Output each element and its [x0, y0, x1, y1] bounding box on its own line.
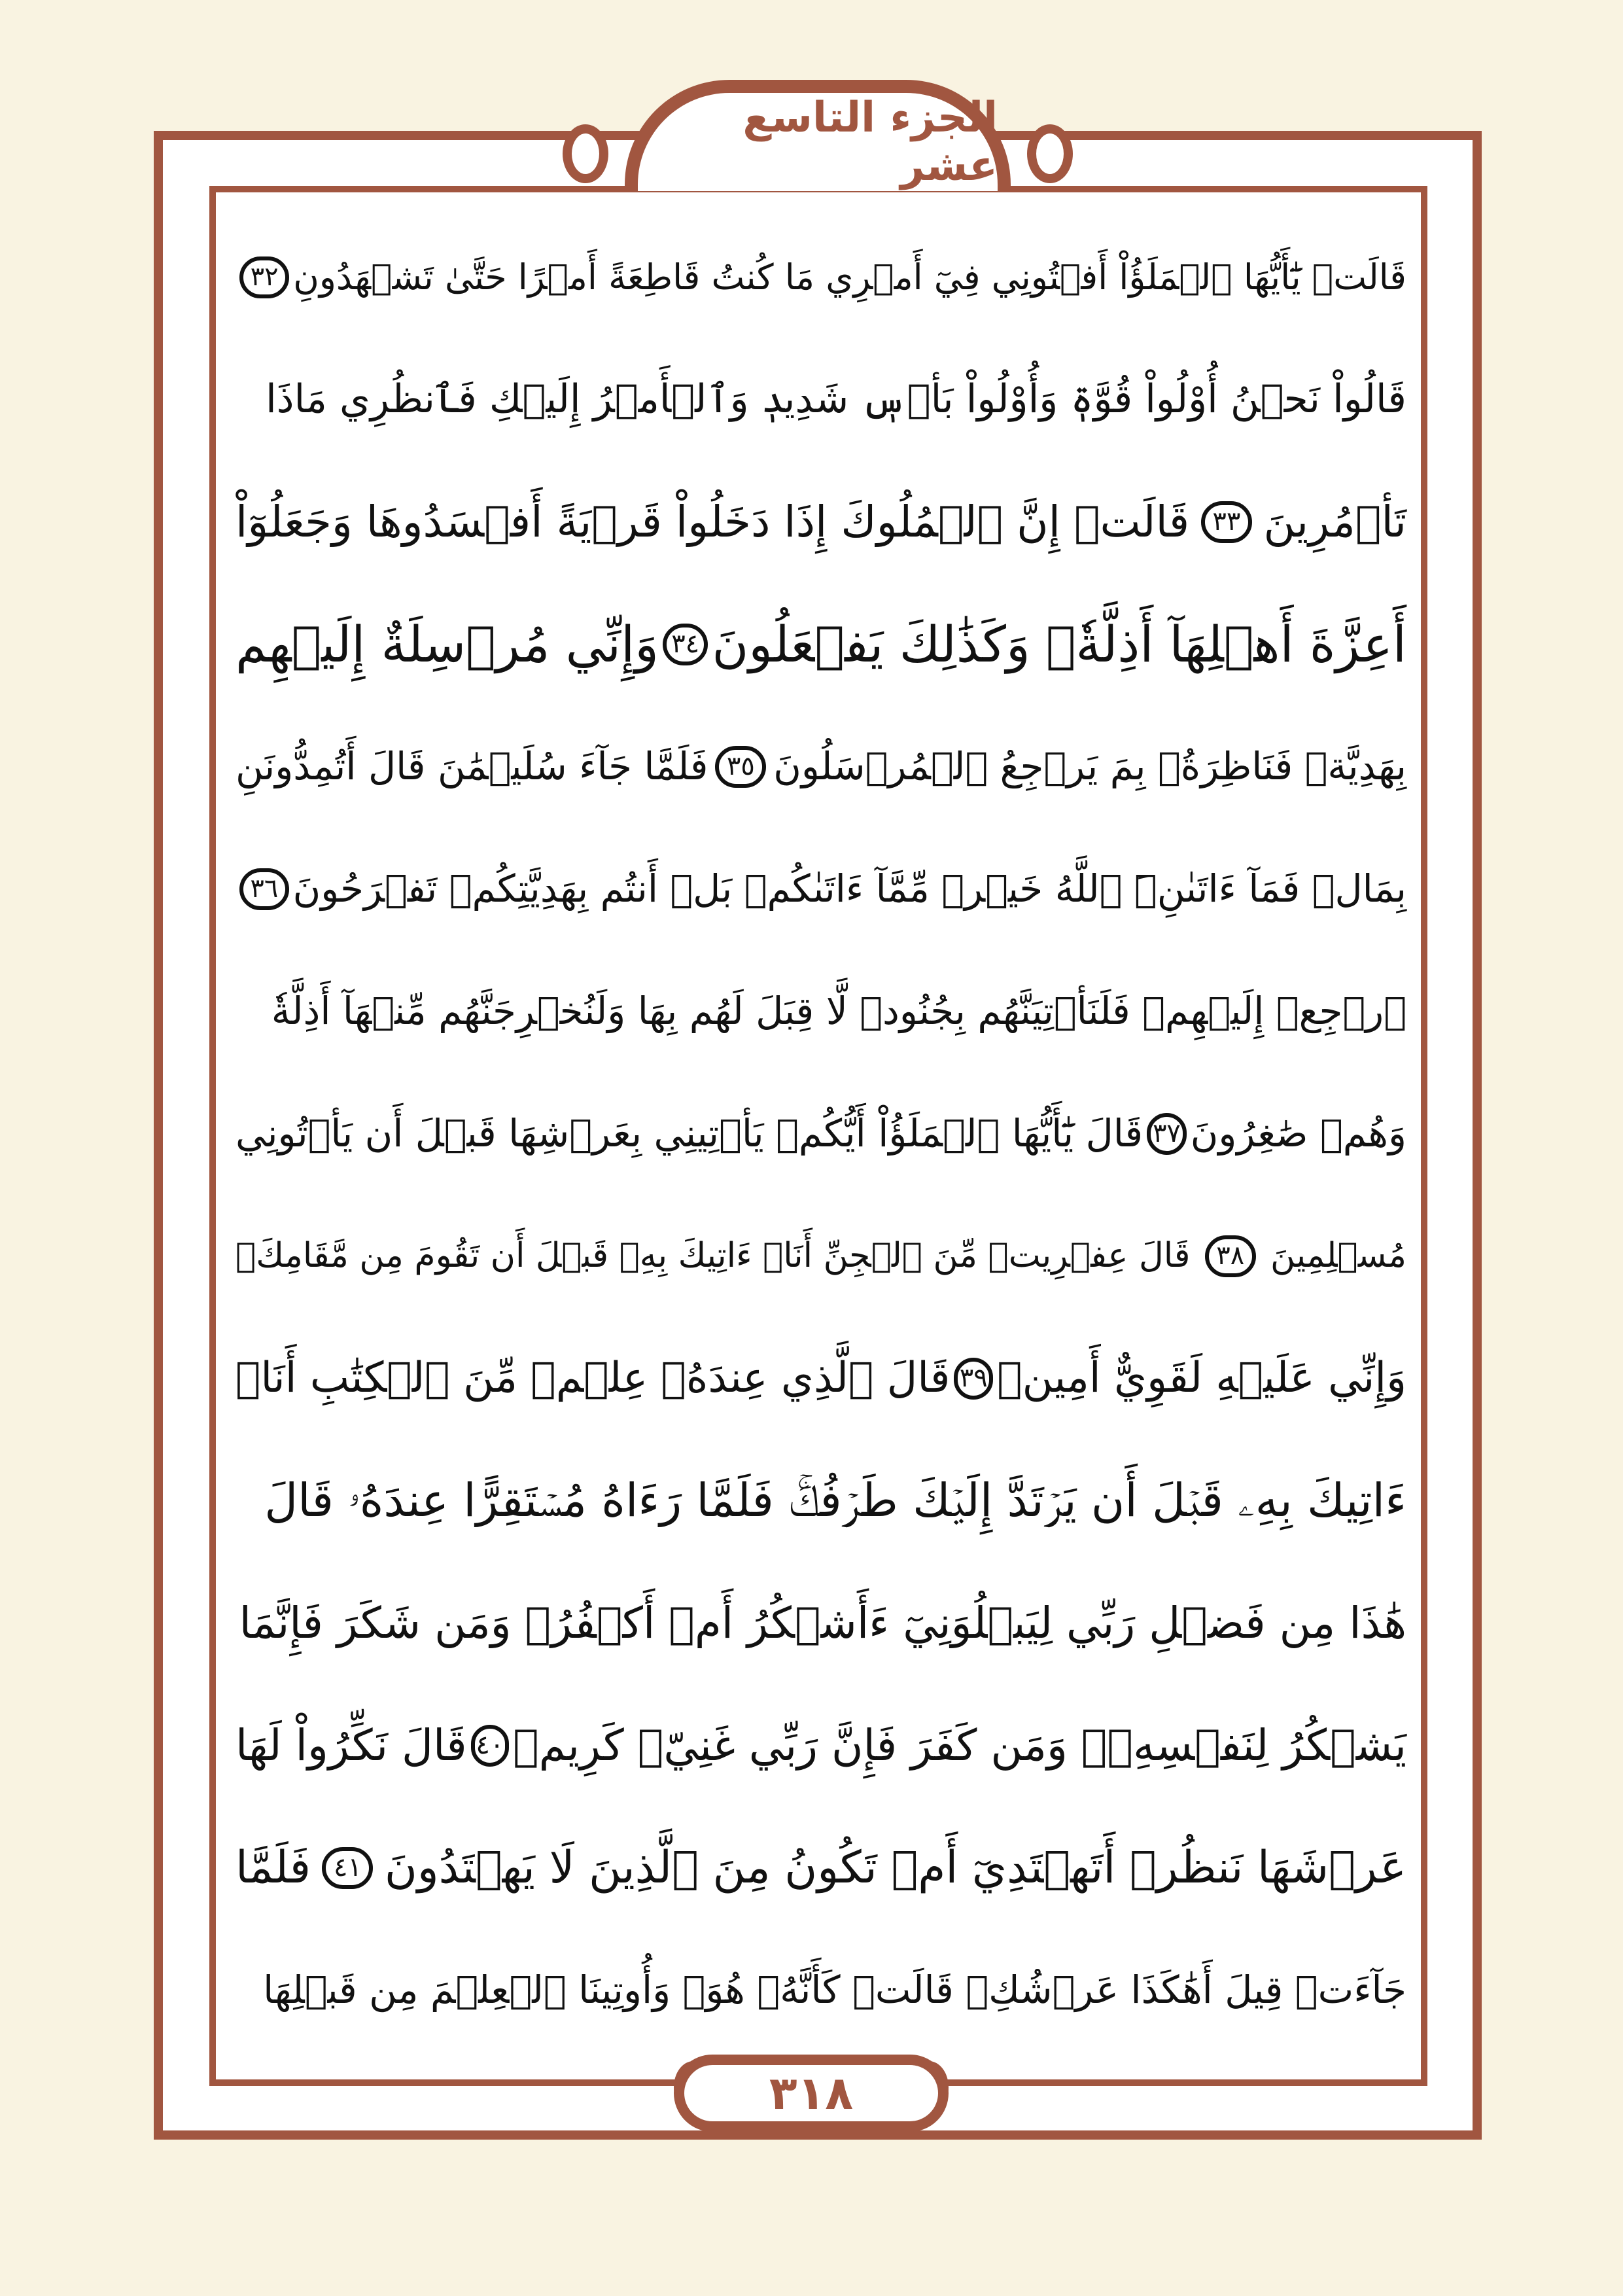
verse-text: قَالَ عِفۡرِيتٞ مِّنَ ٱلۡجِنِّ أَنَا۠ ءَاتِيكَ بِهِۦ قَبۡلَ أَن تَقُومَ مِن مَّقَامِكَۖ — [236, 1236, 1191, 1275]
text-line — [236, 338, 1406, 461]
text-line — [236, 950, 1406, 1072]
verse-text: يَشۡكُرُ لِنَفۡسِهِۦۖ وَمَن كَفَرَ فَإِنَّ رَبِّي غَنِيّٞ كَرِيمٞ — [513, 1720, 1406, 1771]
verse-text: تَأۡمُرِينَ — [1263, 497, 1406, 547]
verse-text: بِهَدِيَّةٖ فَنَاظِرَةُۢ بِمَ يَرۡجِعُ ٱلۡمُرۡسَلُونَ — [773, 744, 1406, 788]
ayah-number-marker: ٤٠ — [471, 1725, 509, 1767]
text-line — [236, 583, 1406, 705]
text-line — [236, 1072, 1406, 1195]
verse-text: أَعِزَّةَ أَهۡلِهَآ أَذِلَّةٗۚ وَكَذَٰلِكَ يَفۡعَلُونَ — [712, 615, 1406, 673]
verse-text: عَرۡشَهَا نَنظُرۡ أَتَهۡتَدِيٓ أَمۡ تَكُونُ مِنَ ٱلَّذِينَ لَا يَهۡتَدُونَ — [384, 1842, 1406, 1894]
verse-text: ٱرۡجِعۡ إِلَيۡهِمۡ فَلَنَأۡتِيَنَّهُم بِجُنُودٖ لَّا قِبَلَ لَهُم بِهَا وَلَنُخۡرِجَنَّهُم مِّنۡهَآ أَذِلَّةٗ — [271, 989, 1406, 1033]
page-number-box — [674, 2055, 949, 2132]
ayah-number-marker: ٤١ — [322, 1847, 373, 1889]
ornament-icon — [1027, 124, 1073, 183]
juz-header — [625, 80, 1011, 191]
juz-title: الجزء التاسع عشر — [742, 94, 998, 190]
text-line — [236, 1195, 1406, 1317]
text-line — [236, 1684, 1406, 1807]
verse-text: قَالَتۡ إِنَّ ٱلۡمُلُوكَ إِذَا دَخَلُواْ قَرۡيَةً أَفۡسَدُوهَا وَجَعَلُوٓاْ — [236, 497, 1190, 547]
text-line — [236, 1562, 1406, 1684]
text-line — [236, 1439, 1406, 1562]
verse-text: ءَاتِيكَ بِهِۦ قَبۡلَ أَن يَرۡتَدَّ إِلَيۡكَ طَرۡفُكَۚ فَلَمَّا رَءَاهُ مُسۡتَقِرًّا عِندَهُۥ قَالَ — [264, 1474, 1406, 1527]
verse-text: فَلَمَّا — [236, 1842, 311, 1894]
verse-text: جَآءَتۡ قِيلَ أَهَٰكَذَا عَرۡشُكِۖ قَالَتۡ كَأَنَّهُۥ هُوَۚ وَأُوتِينَا ٱلۡعِلۡمَ مِن قَبۡلِهَا — [263, 1968, 1406, 2012]
ayah-number-marker: ٣٩ — [954, 1358, 993, 1400]
verse-text: قَالَ نَكِّرُواْ لَهَا — [236, 1720, 467, 1771]
ayah-number-marker: ٣٣ — [1201, 501, 1252, 543]
quran-text — [236, 216, 1406, 2051]
text-line — [236, 1807, 1406, 1929]
ayah-number-marker: ٣٨ — [1205, 1235, 1256, 1277]
text-line — [236, 705, 1406, 828]
text-line — [236, 1317, 1406, 1439]
verse-text: مُسۡلِمِينَ — [1270, 1236, 1406, 1275]
text-line — [236, 216, 1406, 338]
verse-text: هَٰذَا مِن فَضۡلِ رَبِّي لِيَبۡلُوَنِيٓ ءَأَشۡكُرُ أَمۡ أَكۡفُرُۖ وَمَن شَكَرَ فَإِنَّمَا — [239, 1598, 1406, 1648]
ayah-number-marker: ٣٦ — [239, 868, 289, 910]
ornament-icon — [563, 124, 608, 183]
ayah-number-marker: ٣٥ — [715, 746, 766, 788]
verse-text: قَالَ ٱلَّذِي عِندَهُۥ عِلۡمٞ مِّنَ ٱلۡكِتَٰبِ أَنَا۠ — [236, 1354, 951, 1402]
verse-text: بِمَالٖ فَمَآ ءَاتَىٰنِۦَ ٱللَّهُ خَيۡرٞ مِّمَّآ ءَاتَىٰكُمۚ بَلۡ أَنتُم بِهَدِيَّتِكُمۡ تَفۡرَحُونَ — [292, 866, 1406, 911]
verse-text: قَالُواْ نَحۡنُ أُوْلُواْ قُوَّةٖ وَأُوْلُواْ بَأۡسٖ شَدِيدٖ وَٱلۡأَمۡرُ إِلَيۡكِ فَٱنظُرِي مَاذَا — [266, 376, 1406, 422]
ayah-number-marker: ٣٢ — [239, 256, 289, 298]
verse-text: قَالَتۡ يَٰٓأَيُّهَا ٱلۡمَلَؤُاْ أَفۡتُونِي فِيٓ أَمۡرِي مَا كُنتُ قَاطِعَةً أَمۡرًا حَتَّىٰ تَشۡهَدُونِ — [293, 256, 1406, 298]
text-line — [236, 828, 1406, 950]
text-line — [236, 461, 1406, 583]
ayah-number-marker: ٣٤ — [663, 624, 708, 665]
ayah-number-marker: ٣٧ — [1147, 1113, 1187, 1155]
verse-text: وَهُمۡ صَٰغِرُونَ — [1190, 1111, 1406, 1156]
verse-text: قَالَ يَٰٓأَيُّهَا ٱلۡمَلَؤُاْ أَيُّكُمۡ يَأۡتِينِي بِعَرۡشِهَا قَبۡلَ أَن يَأۡتُونِي — [236, 1111, 1143, 1156]
verse-text: فَلَمَّا جَآءَ سُلَيۡمَٰنَ قَالَ أَتُمِدُّونَنِ — [236, 744, 708, 788]
verse-text: وَإِنِّي عَلَيۡهِ لَقَوِيٌّ أَمِينٞ — [997, 1354, 1406, 1402]
verse-text: وَإِنِّي مُرۡسِلَةٌ إِلَيۡهِم — [236, 615, 659, 673]
text-line — [236, 1929, 1406, 2051]
page-number: ٣١٨ — [769, 2066, 854, 2120]
